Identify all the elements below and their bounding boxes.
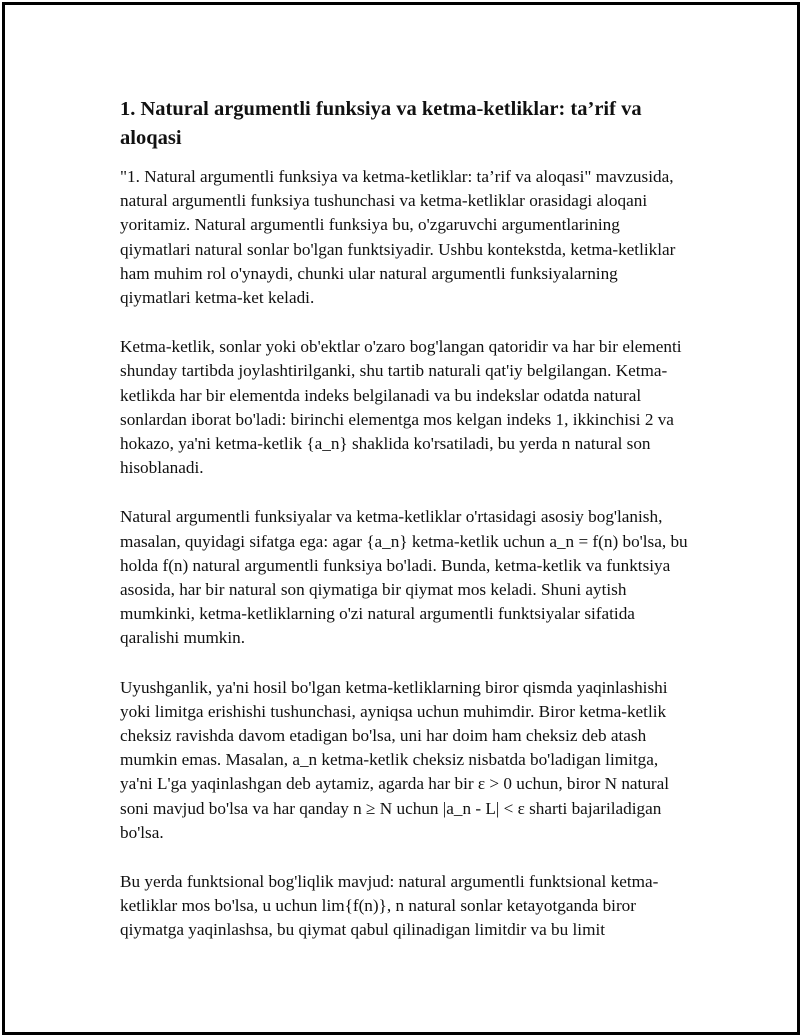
paragraph-intro: "1. Natural argumentli funksiya va ketma-ketliklar: ta’rif va aloqasi" mavzusida, natural argumentli funksiya tushunchasi va ketma-ketliklar orasidagi aloqani yoritamiz. Natural argumentli funksiya bu, o'zgaruvchi argumentlarining qiymatlari natural sonlar bo'lgan funktsiyadir. Ushbu kontekstda, ketma-ketliklar ham muhim rol o'ynaydi, chunki ular natural argumentli funksiyalarning qiymatlari ketma-ket keladi. [120,167,676,308]
section-heading: 1. Natural argumentli funksiya va ketma-ketliklar: ta’rif va aloqasi [120,98,642,149]
paragraph-sequence-definition: Ketma-ketlik, sonlar yoki ob'ektlar o'zaro bog'langan qatoridir va har bir elementi shunday tartibda joylashtirilganki, shu tartib naturali qat'iy belgilangan. Ketma-ketlikda har bir elementda indeks belgilanadi va bu indekslar odatda natural sonlardan iborat bo'ladi: birinchi elementga mos kelgan indeks 1, ikkinchisi 2 va hokazo, ya'ni ketma-ketlik {a_n} shaklida ko'rsatiladi, bu yerda n natural son hisoblanadi. [120,337,682,478]
paragraph-convergence: Uyushganlik, ya'ni hosil bo'lgan ketma-ketliklarning biror qismda yaqinlashishi yoki limitga erishishi tushunchasi, ayniqsa uchun muhimdir. Biror ketma-ketlik cheksiz ravishda davom etadigan bo'lsa, uni har doim ham cheksiz deb atash mumkin emas. Masalan, a_n ketma-ketlik cheksiz nisbatda bo'ladigan limitga, ya'ni L'ga yaqinlashgan deb aytamiz, agarda har bir ε > 0 uchun, biror N natural soni mavjud bo'lsa va har qanday n ≥ N uchun |a_n - L| < ε sharti bajariladigan bo'lsa. [120,677,670,842]
paragraph-function-relation: Natural argumentli funksiyalar va ketma-ketliklar o'rtasidagi asosiy bog'lanish, masalan, quyidagi sifatga ega: agar {a_n} ketma-ketlik uchun a_n = f(n) bo'lsa, bu holda f(n) natural argumentli funksiya bo'ladi. Bunda, ketma-ketlik va funktsiya asosida, har bir natural son qiymatiga bir qiymat mos keladi. Shuni aytish mumkinki, ketma-ketliklarning o'zi natural argumentli funktsiyalar sifatida qaralishi mumkin. [120,507,688,648]
document-page [2,2,800,1035]
document-body [120,95,690,968]
paragraph-functional-limit: Bu yerda funktsional bog'liqlik mavjud: natural argumentli funktsional ketma-ketliklar mos bo'lsa, u uchun lim{f(n)}, n natural sonlar ketayotganda biror qiymatga yaqinlashsa, bu qiymat qabul qilinadigan limitdir va bu limit [120,872,659,940]
